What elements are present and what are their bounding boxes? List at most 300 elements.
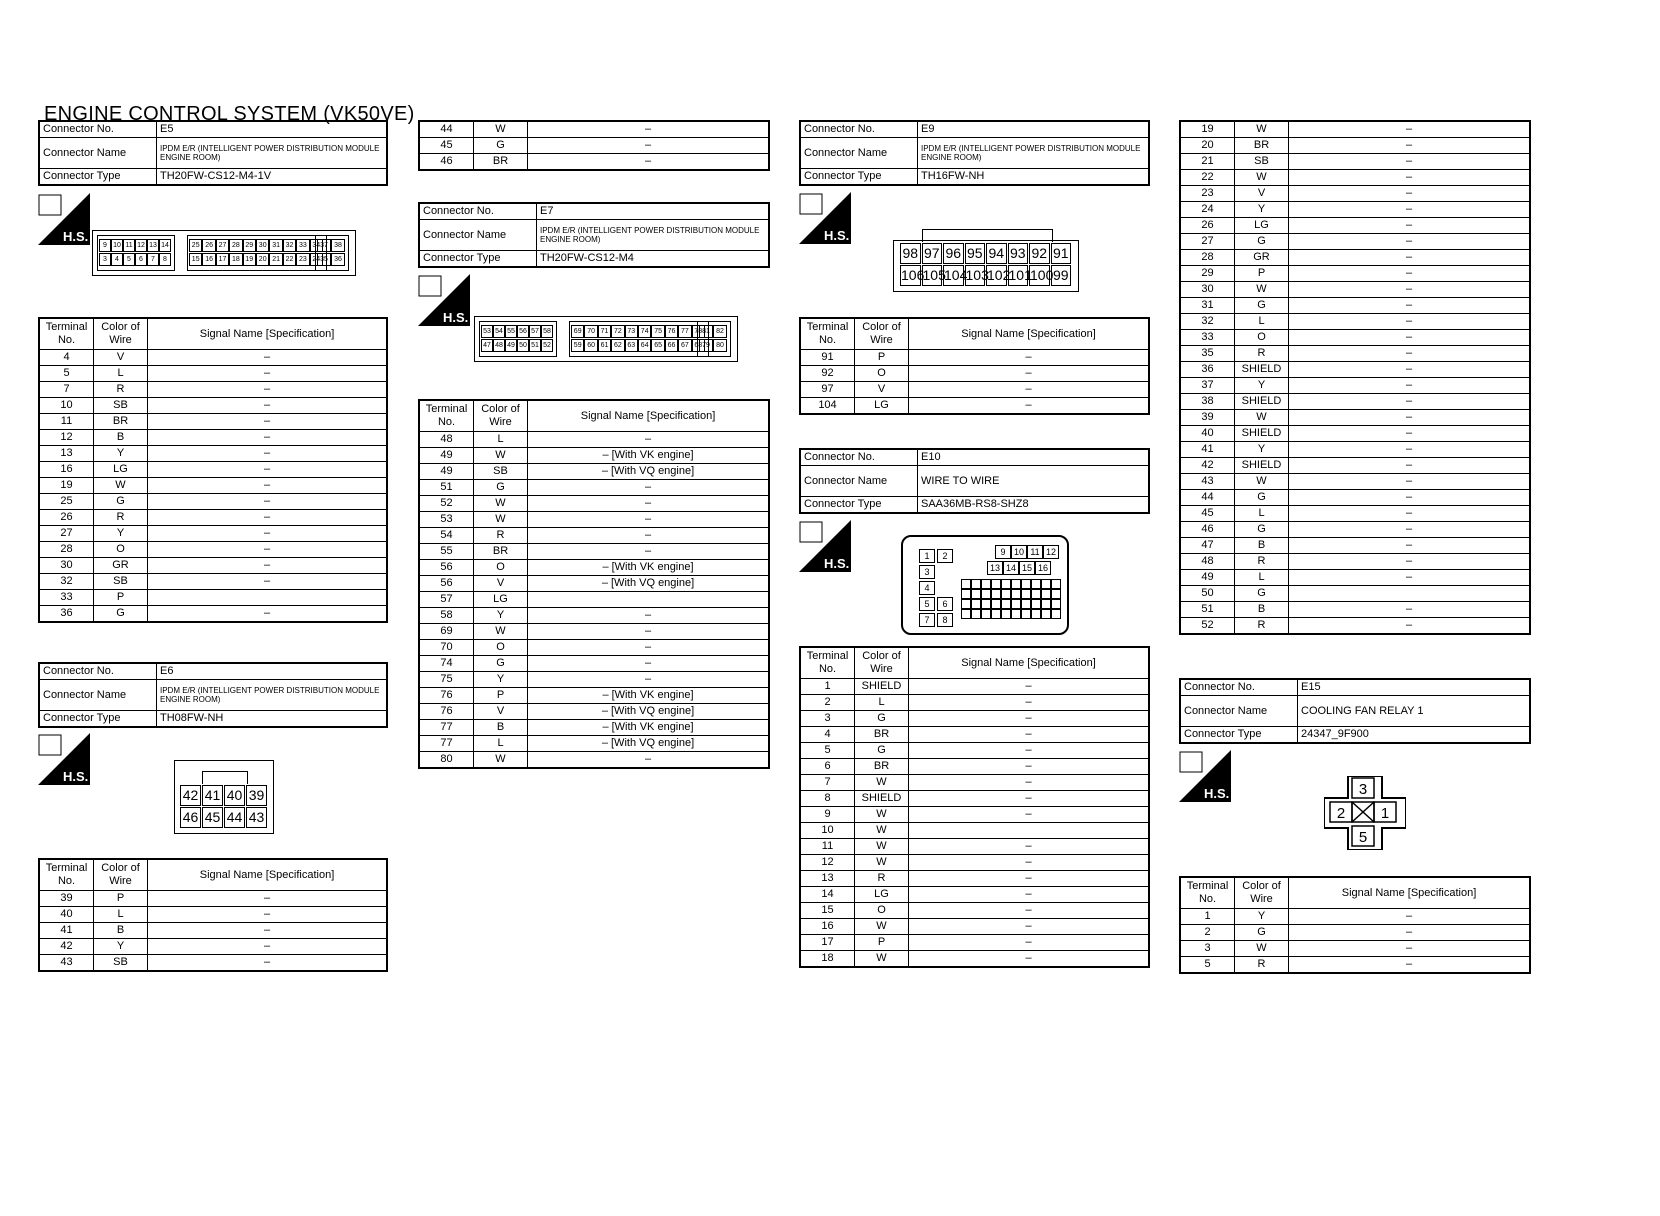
wire-color: W [474, 496, 528, 512]
terminal-no: 12 [800, 855, 855, 871]
terminal-no: 33 [39, 590, 94, 606]
label-connector-name: Connector Name [419, 220, 537, 251]
wire-color: G [94, 494, 148, 510]
table-row [1180, 138, 1530, 154]
signal-name: – [1289, 234, 1531, 250]
connector-pin-label: 5 [1358, 829, 1368, 846]
connector-pin: 102 [986, 265, 1007, 286]
wire-color: R [94, 382, 148, 398]
wire-color: G [1235, 522, 1289, 538]
e7-connector-type: TH20FW-CS12-M4 [537, 251, 770, 268]
table-row [800, 350, 1149, 366]
header-signal-name: Signal Name [Specification] [909, 647, 1150, 679]
connector-pin: 76 [665, 325, 678, 338]
connector-pin: 98 [900, 243, 921, 264]
signal-name: – [1289, 154, 1531, 170]
connector-pin: 8 [159, 253, 171, 266]
table-row [419, 640, 769, 656]
signal-name: – [528, 544, 770, 560]
connector-pin: 14 [1003, 561, 1019, 575]
svg-text:H.S.: H.S. [443, 310, 469, 325]
connector-pin: 23 [296, 253, 309, 266]
table-row [800, 775, 1149, 791]
terminal-no: 39 [1180, 410, 1235, 426]
table-row [1180, 121, 1530, 138]
wire-color: SHIELD [1235, 458, 1289, 474]
wire-color: W [855, 855, 909, 871]
terminal-no: 91 [800, 350, 855, 366]
signal-name: – [528, 624, 770, 640]
table-row [1180, 298, 1530, 314]
table-row [39, 526, 387, 542]
e10-connector-name: WIRE TO WIRE [918, 466, 1150, 497]
e9-terminal-table [799, 317, 1150, 415]
signal-name: – [909, 743, 1150, 759]
signal-name: – [909, 935, 1150, 951]
table-row [39, 606, 387, 623]
e15-connector-no: E15 [1298, 679, 1531, 696]
connector-pin [971, 599, 981, 609]
e15-terminal-table [1179, 876, 1531, 974]
wire-color: P [94, 891, 148, 907]
terminal-no: 13 [39, 446, 94, 462]
wire-color: O [855, 903, 909, 919]
e7-connector-no: E7 [537, 203, 770, 220]
e5-connector-diagram [92, 230, 356, 276]
e7-connector-info [418, 202, 770, 268]
header-signal-name: Signal Name [Specification] [528, 400, 770, 432]
signal-name: – [With VQ engine] [528, 736, 770, 752]
table-row [800, 951, 1149, 968]
wire-color: R [1235, 957, 1289, 974]
signal-name: – [1289, 266, 1531, 282]
wire-color: W [1235, 474, 1289, 490]
wire-color: P [855, 350, 909, 366]
terminal-no: 2 [1180, 925, 1235, 941]
terminal-no: 30 [39, 558, 94, 574]
e15-connector-type: 24347_9F900 [1298, 727, 1531, 744]
signal-name: – [528, 672, 770, 688]
e10-connector-info [799, 448, 1150, 514]
e9-connector-name: IPDM E/R (INTELLIGENT POWER DISTRIBUTION MODULE ENGINE ROOM) [918, 138, 1150, 169]
connector-pin: 49 [505, 339, 517, 352]
e6-connector-name: IPDM E/R (INTELLIGENT POWER DISTRIBUTION MODULE ENGINE ROOM) [157, 680, 388, 711]
table-row [419, 736, 769, 752]
connector-pin: 48 [493, 339, 505, 352]
connector-pin: 80 [713, 339, 727, 352]
connector-pin [1031, 599, 1041, 609]
signal-name: – [1289, 522, 1531, 538]
connector-pin: 22 [283, 253, 296, 266]
connector-pin: 13 [147, 239, 159, 252]
signal-name: – [148, 366, 388, 382]
wire-color: LG [474, 592, 528, 608]
signal-name: – [148, 350, 388, 366]
e5-continued-table [418, 120, 770, 171]
signal-name: – [1289, 346, 1531, 362]
signal-name: – [909, 919, 1150, 935]
connector-pin: 8 [937, 613, 953, 627]
table-row [1180, 925, 1530, 941]
wire-color: Y [94, 526, 148, 542]
terminal-no: 56 [419, 576, 474, 592]
signal-name: – [1289, 362, 1531, 378]
signal-name: – [1289, 957, 1531, 974]
connector-pin: 77 [678, 325, 691, 338]
wire-color: L [1235, 570, 1289, 586]
terminal-no: 40 [39, 907, 94, 923]
table-row [800, 935, 1149, 951]
table-row [419, 432, 769, 448]
connector-pin-label: 2 [1336, 805, 1346, 822]
terminal-no: 4 [39, 350, 94, 366]
connector-pin: 96 [943, 243, 964, 264]
connector-pin: 70 [584, 325, 597, 338]
table-row [1180, 250, 1530, 266]
e6-connector-no: E6 [157, 663, 388, 680]
label-connector-name: Connector Name [1180, 696, 1298, 727]
connector-pin [981, 599, 991, 609]
terminal-no: 35 [1180, 346, 1235, 362]
header-terminal-no: Terminal No. [39, 859, 94, 891]
connector-pin [1051, 579, 1061, 589]
connector-pin: 9 [99, 239, 111, 252]
signal-name: – [909, 350, 1150, 366]
e6-terminal-table [38, 858, 388, 972]
e7-terminal-table [418, 399, 770, 769]
connector-pin-label: 3 [1358, 781, 1368, 798]
table-row [1180, 570, 1530, 586]
header-signal-name: Signal Name [Specification] [1289, 877, 1531, 909]
connector-pin: 43 [246, 807, 267, 828]
table-row [1180, 602, 1530, 618]
wire-color: LG [94, 462, 148, 478]
wire-color: LG [1235, 218, 1289, 234]
terminal-no: 33 [1180, 330, 1235, 346]
e7-connector-diagram [474, 316, 738, 362]
table-row [1180, 394, 1530, 410]
signal-name: – [1289, 121, 1531, 138]
connector-pin: 52 [541, 339, 553, 352]
signal-name: – [With VK engine] [528, 560, 770, 576]
wire-color: G [1235, 298, 1289, 314]
terminal-no: 46 [1180, 522, 1235, 538]
hs-icon [38, 193, 90, 245]
terminal-no: 45 [1180, 506, 1235, 522]
connector-pin: 73 [625, 325, 638, 338]
connector-pin [961, 589, 971, 599]
connector-pin: 63 [625, 339, 638, 352]
table-row [800, 839, 1149, 855]
connector-pin: 7 [919, 613, 935, 627]
connector-pin: 104 [943, 265, 964, 286]
connector-pin [1031, 589, 1041, 599]
connector-pin: 82 [713, 325, 727, 338]
label-connector-name: Connector Name [800, 466, 918, 497]
wire-color: W [855, 823, 909, 839]
wire-color: R [855, 871, 909, 887]
wire-color: Y [474, 608, 528, 624]
terminal-no: 41 [39, 923, 94, 939]
table-row [800, 919, 1149, 935]
wire-color: SHIELD [1235, 426, 1289, 442]
connector-pin: 50 [517, 339, 529, 352]
wire-color: B [1235, 538, 1289, 554]
terminal-no: 46 [419, 154, 474, 171]
wire-color: Y [474, 672, 528, 688]
table-row [1180, 330, 1530, 346]
table-row [1180, 490, 1530, 506]
terminal-no: 37 [1180, 378, 1235, 394]
wire-color: BR [1235, 138, 1289, 154]
signal-name: – [1289, 458, 1531, 474]
wire-color: Y [1235, 202, 1289, 218]
signal-name: – [1289, 538, 1531, 554]
table-row [1180, 474, 1530, 490]
signal-name: – [1289, 394, 1531, 410]
signal-name: – [148, 574, 388, 590]
signal-name: – [909, 791, 1150, 807]
label-connector-type: Connector Type [419, 251, 537, 268]
signal-name: – [528, 608, 770, 624]
wire-color: P [855, 935, 909, 951]
terminal-no: 97 [800, 382, 855, 398]
connector-pin [1021, 609, 1031, 619]
wire-color: Y [1235, 378, 1289, 394]
table-row [39, 891, 387, 907]
terminal-no: 50 [1180, 586, 1235, 602]
table-row [39, 542, 387, 558]
connector-pin [981, 579, 991, 589]
connector-pin: 13 [987, 561, 1003, 575]
signal-name: – [148, 526, 388, 542]
connector-pin: 17 [216, 253, 229, 266]
signal-name: – [148, 891, 388, 907]
terminal-no: 40 [1180, 426, 1235, 442]
connector-pin: 42 [180, 785, 201, 806]
connector-pin [1011, 589, 1021, 599]
connector-pin: 5 [123, 253, 135, 266]
e10-connector-diagram [901, 535, 1069, 635]
wire-color: G [1235, 586, 1289, 602]
terminal-no: 29 [1180, 266, 1235, 282]
table-row [419, 496, 769, 512]
connector-pin: 65 [651, 339, 664, 352]
terminal-no: 5 [1180, 957, 1235, 974]
terminal-no: 26 [1180, 218, 1235, 234]
e9-connector-no: E9 [918, 121, 1150, 138]
connector-pin: 103 [965, 265, 986, 286]
connector-pin [1021, 579, 1031, 589]
e5-terminal-table [38, 317, 388, 623]
signal-name: – [148, 446, 388, 462]
table-row [39, 494, 387, 510]
connector-pin: 68 [692, 339, 705, 352]
table-row [800, 823, 1149, 839]
connector-pin: 3 [99, 253, 111, 266]
table-row [419, 576, 769, 592]
terminal-no: 11 [800, 839, 855, 855]
table-row [39, 907, 387, 923]
wire-color: L [94, 366, 148, 382]
connector-pin: 91 [1051, 243, 1072, 264]
wire-color: R [474, 528, 528, 544]
table-row [419, 512, 769, 528]
wire-color: LG [855, 398, 909, 415]
terminal-no: 26 [39, 510, 94, 526]
label-connector-no: Connector No. [1180, 679, 1298, 696]
signal-name: – [148, 907, 388, 923]
signal-name: – [148, 430, 388, 446]
e9-connector-diagram [893, 240, 1079, 292]
connector-pin: 4 [919, 581, 935, 595]
wire-color: V [94, 350, 148, 366]
signal-name: – [1289, 250, 1531, 266]
terminal-no: 49 [419, 448, 474, 464]
wire-color: O [474, 640, 528, 656]
signal-name: – [909, 871, 1150, 887]
signal-name: – [148, 606, 388, 623]
terminal-no: 58 [419, 608, 474, 624]
terminal-no: 42 [1180, 458, 1235, 474]
table-row [1180, 618, 1530, 635]
connector-pin: 100 [1029, 265, 1050, 286]
terminal-no: 45 [419, 138, 474, 154]
wire-color: R [94, 510, 148, 526]
terminal-no: 4 [800, 727, 855, 743]
terminal-no: 77 [419, 720, 474, 736]
signal-name: – [148, 955, 388, 972]
signal-name: – [528, 121, 770, 138]
terminal-no: 20 [1180, 138, 1235, 154]
wire-color: V [855, 382, 909, 398]
terminal-no: 27 [1180, 234, 1235, 250]
table-row [419, 121, 769, 138]
terminal-no: 31 [1180, 298, 1235, 314]
header-color-of-wire: Color of Wire [1235, 877, 1289, 909]
table-row [39, 430, 387, 446]
wire-color: L [1235, 314, 1289, 330]
header-terminal-no: Terminal No. [1180, 877, 1235, 909]
e15-connector-name: COOLING FAN RELAY 1 [1298, 696, 1531, 727]
signal-name: – [909, 711, 1150, 727]
terminal-no: 14 [800, 887, 855, 903]
signal-name: – [909, 366, 1150, 382]
connector-pin: 10 [1011, 545, 1027, 559]
wire-color: Y [94, 446, 148, 462]
signal-name: – [909, 775, 1150, 791]
hs-icon [799, 192, 851, 244]
signal-name: – [148, 542, 388, 558]
connector-pin [991, 599, 1001, 609]
connector-pin [1031, 609, 1041, 619]
connector-pin: 55 [505, 325, 517, 338]
wire-color: BR [474, 154, 528, 171]
connector-pin: 24 [310, 253, 323, 266]
terminal-no: 36 [39, 606, 94, 623]
wire-color: G [474, 480, 528, 496]
header-color-of-wire: Color of Wire [94, 859, 148, 891]
signal-name [909, 823, 1150, 839]
signal-name: – [528, 154, 770, 171]
table-row [1180, 941, 1530, 957]
connector-pin: 1 [919, 549, 935, 563]
table-row [39, 510, 387, 526]
terminal-no: 74 [419, 656, 474, 672]
connector-pin: 39 [246, 785, 267, 806]
connector-pin [971, 609, 981, 619]
connector-pin: 105 [922, 265, 943, 286]
terminal-no: 53 [419, 512, 474, 528]
wire-color: SB [94, 955, 148, 972]
terminal-no: 41 [1180, 442, 1235, 458]
connector-pin-label: 1 [1380, 805, 1390, 822]
connector-pin: 101 [1008, 265, 1029, 286]
header-color-of-wire: Color of Wire [474, 400, 528, 432]
table-row [1180, 426, 1530, 442]
signal-name: – [1289, 138, 1531, 154]
terminal-no: 30 [1180, 282, 1235, 298]
header-terminal-no: Terminal No. [419, 400, 474, 432]
e9-connector-type: TH16FW-NH [918, 169, 1150, 186]
wire-color: LG [855, 887, 909, 903]
e10-connector-type: SAA36MB-RS8-SHZ8 [918, 497, 1150, 514]
wire-color: W [855, 919, 909, 935]
connector-pin: 14 [159, 239, 171, 252]
connector-pin [981, 609, 991, 619]
signal-name: – [909, 727, 1150, 743]
connector-pin: 97 [922, 243, 943, 264]
connector-pin: 11 [123, 239, 135, 252]
wire-color: W [1235, 170, 1289, 186]
signal-name: – [528, 496, 770, 512]
wire-color: R [1235, 618, 1289, 635]
connector-pin: 41 [202, 785, 223, 806]
wire-color: W [474, 624, 528, 640]
table-row [800, 855, 1149, 871]
terminal-no: 21 [1180, 154, 1235, 170]
header-color-of-wire: Color of Wire [94, 318, 148, 350]
table-row [1180, 378, 1530, 394]
wire-color: R [1235, 346, 1289, 362]
wire-color: SB [474, 464, 528, 480]
e5-connector-info [38, 120, 388, 186]
connector-pin: 59 [571, 339, 584, 352]
terminal-no: 1 [1180, 909, 1235, 925]
terminal-no: 49 [1180, 570, 1235, 586]
wire-color: W [1235, 941, 1289, 957]
connector-pin: 26 [202, 239, 215, 252]
terminal-no: 7 [800, 775, 855, 791]
terminal-no: 52 [1180, 618, 1235, 635]
connector-pin [1041, 609, 1051, 619]
table-row [39, 574, 387, 590]
signal-name: – [1289, 378, 1531, 394]
table-row [1180, 442, 1530, 458]
table-row [419, 544, 769, 560]
svg-text:H.S.: H.S. [824, 556, 850, 571]
terminal-no: 19 [1180, 121, 1235, 138]
signal-name: – [1289, 426, 1531, 442]
header-color-of-wire: Color of Wire [855, 318, 909, 350]
table-row [1180, 506, 1530, 522]
label-connector-type: Connector Type [39, 169, 157, 186]
connector-pin: 74 [638, 325, 651, 338]
hs-icon [1179, 750, 1231, 802]
wire-color: SB [1235, 154, 1289, 170]
connector-pin: 81 [699, 325, 713, 338]
label-connector-name: Connector Name [39, 680, 157, 711]
